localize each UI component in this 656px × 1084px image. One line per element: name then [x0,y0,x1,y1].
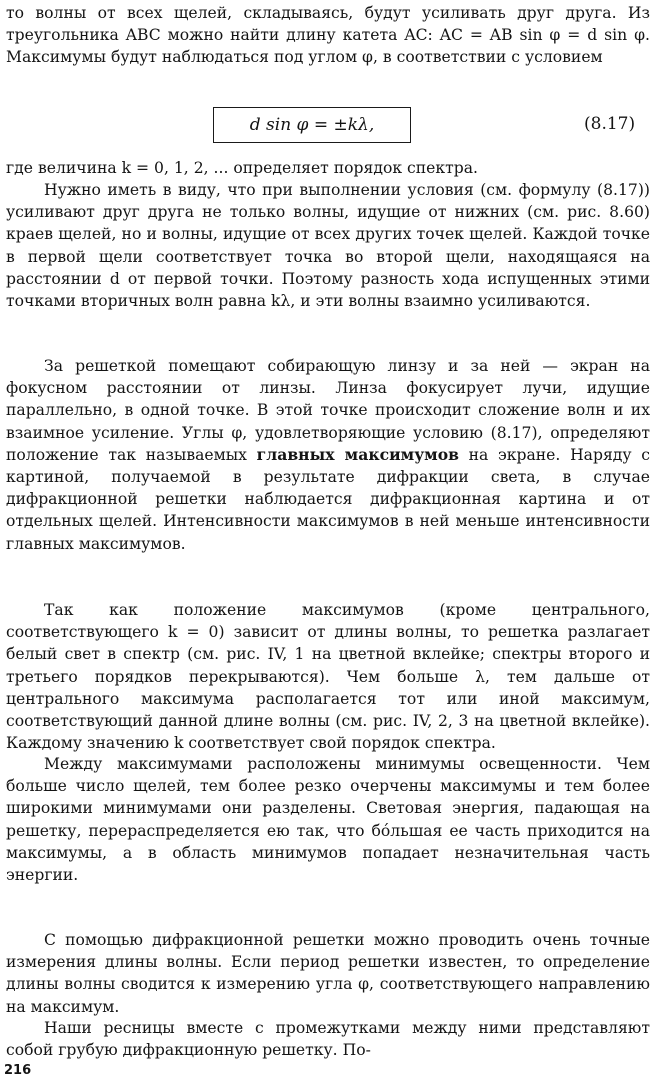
formula-number: (8.17) [584,114,636,134]
paragraph-spectrum-order: где величина k = 0, 1, 2, ... определяет порядок спектра. [6,159,479,177]
paragraph-white-light-spectrum: Так как положение максимумов (кроме центрального, соответствующего k = 0) зависит от длины волны, то решетка разлагает белый свет в спектр (см. рис. IV, 1 на цветной вклейке; спектры второго и третьего порядков перекрываются). Чем больше λ, тем дальше от центрального максимума располагается тот или иной максимум, соответствующий данной длине волны (см. рис. IV, 2, 3 на цветной вклейке). Каждому значению k соответствует свой порядок спектра. [6,601,650,753]
formula-box [213,107,411,143]
formula-row [0,107,656,147]
paragraph-continuation: то волны от всех щелей, складываясь, будут усиливать друг друга. Из треугольника ABC можно найти длину катета AC: AC = AB sin φ = d sin φ. Максимумы будут наблюдаться под углом φ, в соответствии с условием [6,4,650,67]
paragraph-lens-text-b: на экране. Наряду с картиной, получаемой в результате дифракции света, в случае дифракционной решетки наблюдается дифракционная картина и от отдельных щелей. Интенсивности максимумов в ней меньше интенсивности главных максимумов. [6,445,650,553]
page-number: 216 [4,1063,32,1078]
paragraph-wavelength-measurement: С помощью дифракционной решетки можно проводить очень точные измерения длины волны. Если период решетки известен, то определение длины волны сводится к измерению угла φ, соответствующего направлению на максимум. [6,931,650,1016]
paragraph-minima: Между максимумами расположены минимумы освещенности. Чем больше число щелей, тем более резко очерчены максимумы и тем более широкими минимумами они разделены. Световая энергия, падающая на решетку, перераспределяется ею так, что бóльшая ее часть приходится на максимумы, а в область минимумов попадает незначительная часть энергии. [6,755,650,885]
paragraph-wave-reinforcement: Нужно иметь в виду, что при выполнении условия (см. формулу (8.17)) усиливают друг друга не только волны, идущие от нижних (см. рис. 8.60) краев щелей, но и волны, идущие от всех других точек щелей. Каждой точке в первой щели соответствует точка во второй щели, находящаяся на расстоянии d от первой точки. Поэтому разность хода испущенных этими точками вторичных волн равна kλ, и эти волны взаимно усиливаются. [6,181,650,311]
main-maxima-term: главных максимумов [256,444,459,464]
paragraph-lens-screen [6,355,650,555]
formula-text: d sin φ = ±kλ, [249,115,375,135]
paragraph-eyelashes: Наши ресницы вместе с промежутками между ними представляют собой грубую дифракционную решетку. По- [6,1019,650,1060]
paragraph-lens-text-a: За решеткой помещают собирающую линзу и за ней — экран на фокусном расстоянии от линзы. Линза фокусирует лучи, идущие параллельно, в одной точке. В этой точке происходит сложение волн и их взаимное усиление. Углы φ, удовлетворяющие условию (8.17), определяют положение так называемых [6,357,650,464]
